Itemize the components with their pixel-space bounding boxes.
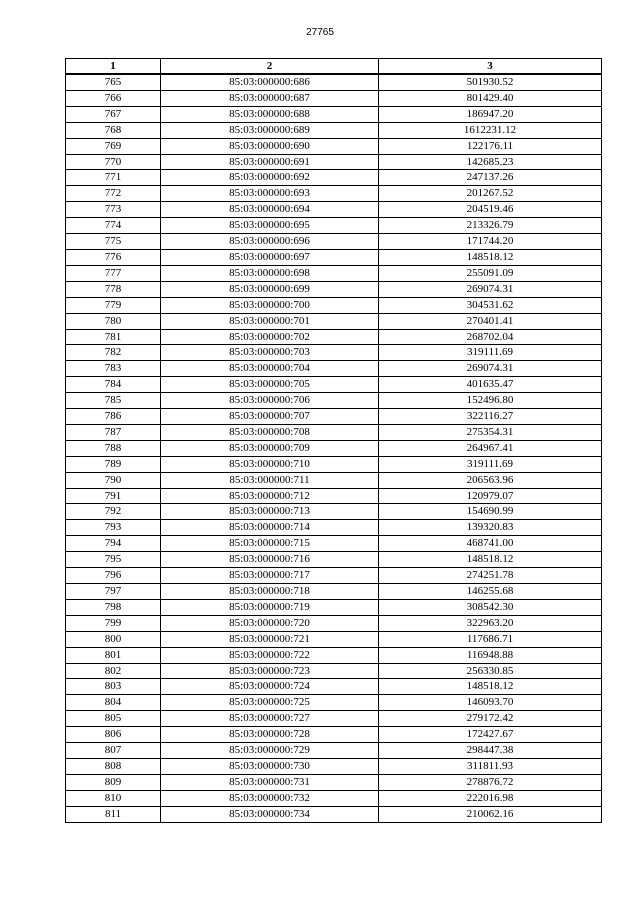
row-number-cell: 803 xyxy=(66,679,161,695)
cadastral-number-cell: 85:03:000000:703 xyxy=(161,345,379,361)
cadastral-number-cell: 85:03:000000:724 xyxy=(161,679,379,695)
row-number-cell: 767 xyxy=(66,106,161,122)
value-cell: 274251.78 xyxy=(379,568,602,584)
table-row xyxy=(66,552,602,568)
value-cell: 206563.96 xyxy=(379,472,602,488)
value-cell: 186947.20 xyxy=(379,106,602,122)
value-cell: 468741.00 xyxy=(379,536,602,552)
table-row xyxy=(66,520,602,536)
row-number-cell: 781 xyxy=(66,329,161,345)
row-number-cell: 798 xyxy=(66,599,161,615)
table-row xyxy=(66,202,602,218)
value-cell: 142685.23 xyxy=(379,154,602,170)
cadastral-number-cell: 85:03:000000:734 xyxy=(161,806,379,822)
value-cell: 322963.20 xyxy=(379,615,602,631)
table-row xyxy=(66,297,602,313)
value-cell: 278876.72 xyxy=(379,774,602,790)
value-cell: 152496.80 xyxy=(379,393,602,409)
value-cell: 213326.79 xyxy=(379,218,602,234)
data-table xyxy=(65,58,602,823)
cadastral-number-cell: 85:03:000000:690 xyxy=(161,138,379,154)
table-row xyxy=(66,249,602,265)
cadastral-number-cell: 85:03:000000:707 xyxy=(161,409,379,425)
table-row xyxy=(66,774,602,790)
value-cell: 279172.42 xyxy=(379,711,602,727)
row-number-cell: 774 xyxy=(66,218,161,234)
table-row xyxy=(66,743,602,759)
table-row xyxy=(66,615,602,631)
cadastral-number-cell: 85:03:000000:718 xyxy=(161,584,379,600)
value-cell: 116948.88 xyxy=(379,647,602,663)
column-header-1: 1 xyxy=(66,59,161,75)
value-cell: 247137.26 xyxy=(379,170,602,186)
value-cell: 120979.07 xyxy=(379,488,602,504)
row-number-cell: 783 xyxy=(66,361,161,377)
row-number-cell: 808 xyxy=(66,758,161,774)
table-row xyxy=(66,568,602,584)
row-number-cell: 792 xyxy=(66,504,161,520)
table-row xyxy=(66,584,602,600)
table-row xyxy=(66,329,602,345)
value-cell: 255091.09 xyxy=(379,265,602,281)
value-cell: 801429.40 xyxy=(379,90,602,106)
row-number-cell: 793 xyxy=(66,520,161,536)
cadastral-number-cell: 85:03:000000:688 xyxy=(161,106,379,122)
cadastral-number-cell: 85:03:000000:716 xyxy=(161,552,379,568)
table-row xyxy=(66,695,602,711)
row-number-cell: 769 xyxy=(66,138,161,154)
table-row xyxy=(66,440,602,456)
row-number-cell: 786 xyxy=(66,409,161,425)
row-number-cell: 785 xyxy=(66,393,161,409)
value-cell: 401635.47 xyxy=(379,377,602,393)
row-number-cell: 770 xyxy=(66,154,161,170)
row-number-cell: 777 xyxy=(66,265,161,281)
row-number-cell: 773 xyxy=(66,202,161,218)
value-cell: 117686.71 xyxy=(379,631,602,647)
cadastral-number-cell: 85:03:000000:712 xyxy=(161,488,379,504)
cadastral-number-cell: 85:03:000000:713 xyxy=(161,504,379,520)
row-number-cell: 797 xyxy=(66,584,161,600)
value-cell: 148518.12 xyxy=(379,679,602,695)
table-row xyxy=(66,106,602,122)
row-number-cell: 780 xyxy=(66,313,161,329)
row-number-cell: 771 xyxy=(66,170,161,186)
row-number-cell: 804 xyxy=(66,695,161,711)
cadastral-number-cell: 85:03:000000:728 xyxy=(161,727,379,743)
cadastral-number-cell: 85:03:000000:720 xyxy=(161,615,379,631)
cadastral-number-cell: 85:03:000000:687 xyxy=(161,90,379,106)
table-row xyxy=(66,265,602,281)
value-cell: 319111.69 xyxy=(379,456,602,472)
cadastral-number-cell: 85:03:000000:689 xyxy=(161,122,379,138)
table-row xyxy=(66,122,602,138)
row-number-cell: 805 xyxy=(66,711,161,727)
cadastral-number-cell: 85:03:000000:699 xyxy=(161,281,379,297)
cadastral-number-cell: 85:03:000000:709 xyxy=(161,440,379,456)
table-row xyxy=(66,488,602,504)
table-row xyxy=(66,377,602,393)
value-cell: 298447.38 xyxy=(379,743,602,759)
cadastral-number-cell: 85:03:000000:696 xyxy=(161,234,379,250)
cadastral-number-cell: 85:03:000000:717 xyxy=(161,568,379,584)
row-number-cell: 778 xyxy=(66,281,161,297)
value-cell: 171744.20 xyxy=(379,234,602,250)
value-cell: 122176.11 xyxy=(379,138,602,154)
cadastral-number-cell: 85:03:000000:710 xyxy=(161,456,379,472)
value-cell: 311811.93 xyxy=(379,758,602,774)
value-cell: 172427.67 xyxy=(379,727,602,743)
row-number-cell: 794 xyxy=(66,536,161,552)
table-row xyxy=(66,727,602,743)
value-cell: 501930.52 xyxy=(379,74,602,90)
table-row xyxy=(66,424,602,440)
value-cell: 146093.70 xyxy=(379,695,602,711)
row-number-cell: 784 xyxy=(66,377,161,393)
cadastral-number-cell: 85:03:000000:698 xyxy=(161,265,379,281)
cadastral-number-cell: 85:03:000000:729 xyxy=(161,743,379,759)
table-row xyxy=(66,90,602,106)
value-cell: 139320.83 xyxy=(379,520,602,536)
table-row xyxy=(66,631,602,647)
value-cell: 210062.16 xyxy=(379,806,602,822)
row-number-cell: 809 xyxy=(66,774,161,790)
table-row xyxy=(66,504,602,520)
value-cell: 269074.31 xyxy=(379,281,602,297)
row-number-cell: 807 xyxy=(66,743,161,759)
value-cell: 319111.69 xyxy=(379,345,602,361)
cadastral-number-cell: 85:03:000000:723 xyxy=(161,663,379,679)
cadastral-number-cell: 85:03:000000:730 xyxy=(161,758,379,774)
cadastral-number-cell: 85:03:000000:715 xyxy=(161,536,379,552)
row-number-cell: 779 xyxy=(66,297,161,313)
cadastral-number-cell: 85:03:000000:694 xyxy=(161,202,379,218)
cadastral-number-cell: 85:03:000000:711 xyxy=(161,472,379,488)
cadastral-number-cell: 85:03:000000:721 xyxy=(161,631,379,647)
cadastral-number-cell: 85:03:000000:722 xyxy=(161,647,379,663)
table-row xyxy=(66,790,602,806)
value-cell: 269074.31 xyxy=(379,361,602,377)
cadastral-number-cell: 85:03:000000:714 xyxy=(161,520,379,536)
value-cell: 146255.68 xyxy=(379,584,602,600)
row-number-cell: 796 xyxy=(66,568,161,584)
page-number: 27765 xyxy=(306,27,334,38)
row-number-cell: 799 xyxy=(66,615,161,631)
table-row xyxy=(66,599,602,615)
table-row xyxy=(66,281,602,297)
table-row xyxy=(66,536,602,552)
cadastral-number-cell: 85:03:000000:731 xyxy=(161,774,379,790)
row-number-cell: 789 xyxy=(66,456,161,472)
row-number-cell: 802 xyxy=(66,663,161,679)
table-row xyxy=(66,806,602,822)
table-row xyxy=(66,74,602,90)
table-row xyxy=(66,711,602,727)
cadastral-number-cell: 85:03:000000:705 xyxy=(161,377,379,393)
table-row xyxy=(66,218,602,234)
row-number-cell: 800 xyxy=(66,631,161,647)
column-header-3: 3 xyxy=(379,59,602,75)
cadastral-number-cell: 85:03:000000:701 xyxy=(161,313,379,329)
cadastral-number-cell: 85:03:000000:732 xyxy=(161,790,379,806)
table-row xyxy=(66,472,602,488)
table-row xyxy=(66,138,602,154)
row-number-cell: 765 xyxy=(66,74,161,90)
column-header-2: 2 xyxy=(161,59,379,75)
row-number-cell: 775 xyxy=(66,234,161,250)
cadastral-number-cell: 85:03:000000:695 xyxy=(161,218,379,234)
table-row xyxy=(66,409,602,425)
row-number-cell: 801 xyxy=(66,647,161,663)
table-row xyxy=(66,393,602,409)
table-row xyxy=(66,170,602,186)
row-number-cell: 782 xyxy=(66,345,161,361)
cadastral-number-cell: 85:03:000000:702 xyxy=(161,329,379,345)
row-number-cell: 795 xyxy=(66,552,161,568)
cadastral-number-cell: 85:03:000000:719 xyxy=(161,599,379,615)
value-cell: 268702.04 xyxy=(379,329,602,345)
value-cell: 204519.46 xyxy=(379,202,602,218)
table-row xyxy=(66,345,602,361)
table-row xyxy=(66,186,602,202)
row-number-cell: 790 xyxy=(66,472,161,488)
row-number-cell: 810 xyxy=(66,790,161,806)
value-cell: 304531.62 xyxy=(379,297,602,313)
value-cell: 148518.12 xyxy=(379,552,602,568)
value-cell: 154690.99 xyxy=(379,504,602,520)
cadastral-number-cell: 85:03:000000:691 xyxy=(161,154,379,170)
row-number-cell: 811 xyxy=(66,806,161,822)
cadastral-number-cell: 85:03:000000:700 xyxy=(161,297,379,313)
value-cell: 322116.27 xyxy=(379,409,602,425)
value-cell: 201267.52 xyxy=(379,186,602,202)
table-row xyxy=(66,361,602,377)
value-cell: 275354.31 xyxy=(379,424,602,440)
value-cell: 222016.98 xyxy=(379,790,602,806)
value-cell: 148518.12 xyxy=(379,249,602,265)
value-cell: 256330.85 xyxy=(379,663,602,679)
cadastral-number-cell: 85:03:000000:706 xyxy=(161,393,379,409)
row-number-cell: 787 xyxy=(66,424,161,440)
table-row xyxy=(66,647,602,663)
value-cell: 1612231.12 xyxy=(379,122,602,138)
cadastral-number-cell: 85:03:000000:693 xyxy=(161,186,379,202)
table-row xyxy=(66,456,602,472)
value-cell: 264967.41 xyxy=(379,440,602,456)
cadastral-number-cell: 85:03:000000:686 xyxy=(161,74,379,90)
table-row xyxy=(66,663,602,679)
row-number-cell: 791 xyxy=(66,488,161,504)
table-row xyxy=(66,234,602,250)
cadastral-number-cell: 85:03:000000:697 xyxy=(161,249,379,265)
row-number-cell: 772 xyxy=(66,186,161,202)
table-body xyxy=(66,74,602,822)
table-row xyxy=(66,313,602,329)
cadastral-number-cell: 85:03:000000:708 xyxy=(161,424,379,440)
cadastral-number-cell: 85:03:000000:725 xyxy=(161,695,379,711)
value-cell: 308542.30 xyxy=(379,599,602,615)
row-number-cell: 806 xyxy=(66,727,161,743)
table-row xyxy=(66,154,602,170)
row-number-cell: 788 xyxy=(66,440,161,456)
row-number-cell: 766 xyxy=(66,90,161,106)
cadastral-number-cell: 85:03:000000:727 xyxy=(161,711,379,727)
value-cell: 270401.41 xyxy=(379,313,602,329)
row-number-cell: 776 xyxy=(66,249,161,265)
cadastral-number-cell: 85:03:000000:692 xyxy=(161,170,379,186)
table-row xyxy=(66,679,602,695)
table-header-row xyxy=(66,59,602,75)
table-row xyxy=(66,758,602,774)
cadastral-number-cell: 85:03:000000:704 xyxy=(161,361,379,377)
row-number-cell: 768 xyxy=(66,122,161,138)
